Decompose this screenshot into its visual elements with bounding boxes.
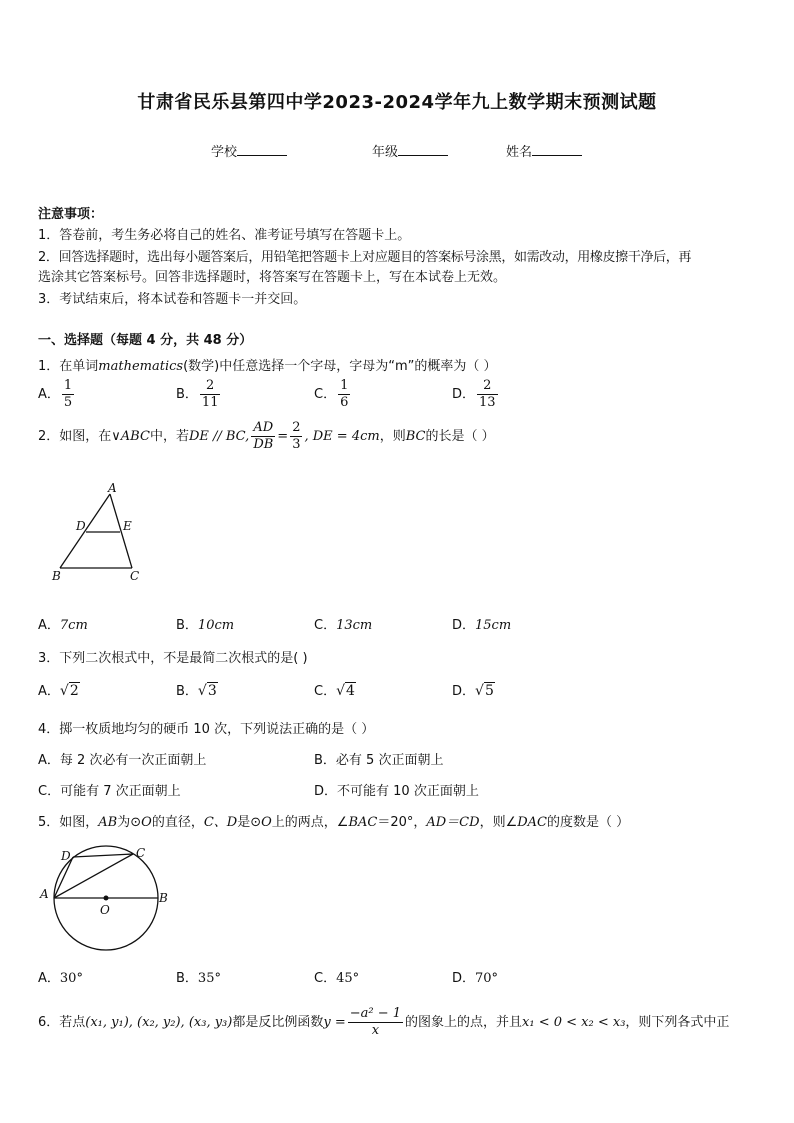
q1-option-b[interactable] — [176, 378, 222, 411]
q1-option-b-frac: $\frac{2}{11}$ — [201, 378, 219, 410]
option-label: C． — [314, 971, 337, 986]
question-3: 3．下列二次根式中，不是最简二次根式的是( ) — [38, 651, 308, 666]
q1-word: mathematics — [98, 359, 184, 374]
grade-label: 年级 — [372, 145, 399, 160]
q6-function-frac: $\frac{\text{−a² − 1}}{x}$ — [349, 1006, 402, 1038]
q4-option-c[interactable]: C．可能有 7 次正面朝上 — [38, 784, 181, 799]
q2-option-a[interactable] — [38, 614, 88, 633]
option-label: C． — [314, 387, 337, 402]
q1-option-c[interactable] — [314, 378, 352, 411]
q5-option-b[interactable] — [176, 967, 221, 986]
question-5: 5．如图，AB为⊙O的直径，C、D是⊙O上的两点，∠BAC＝20°，AD＝CD，则∠DAC的度数是（ ） — [38, 815, 630, 830]
q2-equals: = — [277, 429, 289, 444]
option-label: D． — [452, 684, 476, 699]
option-text: 7cm — [59, 618, 88, 633]
q2-triangle: ∨ABC — [111, 429, 150, 444]
option-text: 35° — [197, 971, 221, 986]
q1-option-c-frac: $\frac{1}{6}$ — [340, 378, 349, 410]
school-field[interactable] — [211, 141, 287, 160]
q2-triangle-figure — [46, 480, 156, 585]
option-label: D． — [452, 971, 476, 986]
note-item-2-cont: 选涂其它答案标号。回答非选择题时，将答案写在答题卡上，写在本试卷上无效。 — [38, 270, 507, 285]
label-b: B — [159, 891, 168, 905]
q2-text-end: 的长是（ ） — [425, 429, 495, 444]
option-text: 10cm — [197, 618, 235, 633]
label-b: B — [52, 569, 61, 583]
label-e: E — [123, 519, 132, 533]
note-item-1: 1．答卷前，考生务必将自己的姓名、准考证号填写在答题卡上。 — [38, 228, 411, 243]
option-label: B． — [176, 684, 198, 699]
option-label: B． — [176, 971, 198, 986]
q4-option-d[interactable]: D．不可能有 10 次正面朝上 — [314, 784, 479, 799]
q2-option-b[interactable] — [176, 614, 234, 633]
q2-option-d[interactable] — [452, 614, 511, 633]
option-text: 15cm — [475, 618, 512, 633]
note-item-3: 3．考试结束后，将本试卷和答题卡一并交回。 — [38, 292, 307, 307]
name-field[interactable] — [506, 141, 582, 160]
q1-option-a-frac: $\frac{1}{5}$ — [63, 378, 73, 410]
q2-text-pre: 2．如图，在 — [38, 429, 112, 444]
option-label: C． — [314, 684, 337, 699]
q4-option-b[interactable]: B．必有 5 次正面朝上 — [314, 753, 444, 768]
page-title: 甘肃省民乐县第四中学2023-2024学年九上数学期末预测试题 — [137, 92, 657, 113]
label-c: C — [136, 846, 146, 860]
center-dot — [104, 896, 109, 901]
sqrt-expression: √3 — [197, 683, 217, 699]
sqrt-expression: √5 — [475, 683, 494, 699]
q2-text-mid: 中，若 — [149, 429, 189, 444]
q5-option-c[interactable] — [314, 967, 359, 986]
q6-text-pre: 6．若点 — [38, 1015, 86, 1030]
q5-option-a[interactable] — [38, 967, 83, 986]
q2-condition-2: , DE = 4cm — [304, 429, 380, 444]
notes-heading: 注意事项： — [38, 207, 104, 222]
q6-text-end: ，则下列各式中正 — [625, 1015, 730, 1030]
question-2 — [38, 420, 495, 453]
option-label: D． — [452, 387, 476, 402]
sqrt-expression: √4 — [336, 683, 355, 699]
question-1 — [38, 355, 496, 374]
q1-text-pre: 1．在单词 — [38, 359, 99, 374]
q1-option-d[interactable] — [452, 378, 500, 411]
q5-circle-figure — [36, 840, 176, 960]
q2-bc: BC — [405, 429, 426, 444]
q2-condition: DE // BC, — [188, 429, 250, 444]
q1-option-a[interactable] — [38, 378, 76, 411]
q3-option-b[interactable] — [176, 680, 218, 699]
question-6 — [38, 1006, 758, 1039]
option-label: B． — [176, 387, 198, 402]
option-label: A． — [38, 387, 60, 402]
label-a: A — [40, 887, 49, 901]
q6-inequality: x₁ < 0 < x₂ < x₃ — [522, 1015, 626, 1030]
option-text: 30° — [59, 971, 83, 986]
q6-y: y = — [323, 1015, 346, 1030]
option-text: 13cm — [336, 618, 373, 633]
q6-text-post: 的图象上的点，并且 — [405, 1015, 523, 1030]
label-c: C — [130, 569, 140, 583]
q2-option-c[interactable] — [314, 614, 372, 633]
q4-option-a[interactable]: A．每 2 次必有一次正面朝上 — [38, 753, 207, 768]
school-label: 学校 — [211, 145, 238, 160]
sqrt-expression: √2 — [59, 683, 79, 699]
q2-ratio-value: $\frac{2}{3}$ — [292, 420, 301, 452]
option-text: 45° — [336, 971, 360, 986]
grade-field[interactable] — [372, 141, 448, 160]
option-text: 70° — [475, 971, 499, 986]
q5-option-d[interactable] — [452, 967, 498, 986]
option-label: A． — [38, 618, 60, 633]
label-d: D — [61, 849, 71, 863]
q6-text-mid: 都是反比例函数 — [232, 1015, 324, 1030]
q3-option-c[interactable] — [314, 680, 356, 699]
q1-text-post: (数学)中任意选择一个字母，字母为“m”的概率为（ ） — [183, 359, 497, 374]
q3-option-a[interactable] — [38, 680, 80, 699]
label-a: A — [108, 481, 117, 495]
option-label: A． — [38, 684, 60, 699]
option-label: B． — [176, 618, 198, 633]
option-label: C． — [314, 618, 337, 633]
name-label: 姓名 — [506, 145, 533, 160]
label-o: O — [100, 903, 110, 917]
chord-dc — [73, 854, 133, 857]
option-label: A． — [38, 971, 60, 986]
section-heading: 一、选择题（每题 4 分，共 48 分） — [38, 333, 253, 348]
q6-points: (x₁, y₁), (x₂, y₂), (x₃, y₃) — [85, 1015, 233, 1030]
note-item-2: 2．回答选择题时，选出每小题答案后，用铅笔把答题卡上对应题目的答案标号涂黑，如需改动，用橡皮擦干净后，再 — [38, 250, 692, 265]
option-label: D． — [452, 618, 476, 633]
q2-ratio-frac: $\frac{AD}{DB}$ — [253, 420, 274, 452]
question-4: 4．掷一枚质地均匀的硬币 10 次，下列说法正确的是（ ） — [38, 722, 375, 737]
q1-option-d-frac: $\frac{2}{13}$ — [479, 378, 496, 410]
q3-option-d[interactable] — [452, 680, 495, 699]
chord-ad — [54, 857, 73, 898]
q2-text-post: ，则 — [379, 429, 406, 444]
label-d: D — [76, 519, 86, 533]
